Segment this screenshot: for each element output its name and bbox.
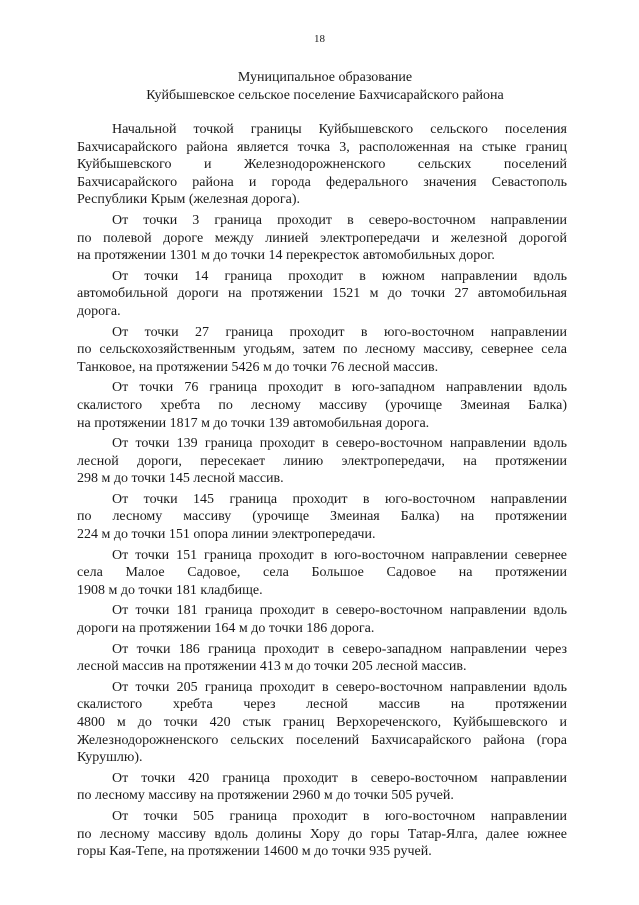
paragraph-line: Бахчисарайского района и города федерального значения Севастополь [77,174,567,190]
paragraph-line: 224 м до точки 151 опора линии электропередачи. [77,527,376,543]
paragraph-line: дороги на протяжении 164 м до точки 186 дорога. [77,621,375,637]
paragraph-line: Танковое, на протяжении 5426 м до точки 76 лесной массив. [77,359,439,375]
paragraph [77,435,567,488]
paragraph-line: 298 м до точки 145 лесной массив. [77,471,284,487]
paragraph-line: автомобильной дороги на протяжении 1521 м до точки 27 автомобильная [77,286,567,302]
paragraph-line: Бахчисарайского района является точка 3, расположенная на стыке границ [77,139,567,155]
paragraph-line: От точки 420 граница проходит в северо-восточном направлении [112,770,567,786]
paragraph-line: Куйбышевского и Железнодорожненского сельских поселений [77,157,567,173]
paragraph [77,324,567,377]
heading-line-2: Куйбышевское сельское поселение Бахчисарайского района [146,87,504,103]
paragraph-line: От точки 205 граница проходит в северо-восточном направлении вдоль [112,679,567,695]
paragraph-line: От точки 27 граница проходит в юго-восточном направлении [112,324,567,340]
paragraph-line: От точки 505 граница проходит в юго-восточном направлении [112,808,567,824]
paragraph-line: скалистого хребта по лесному массиву (урочище Змеиная Балка) [77,397,567,413]
paragraph-line: на протяжении 1301 м до точки 14 перекресток автомобильных дорог. [77,248,495,264]
paragraph-line: лесной дороги, пересекает линию электропередачи, на протяжении [77,453,567,469]
paragraph-line: От точки 3 граница проходит в северо-восточном направлении [112,212,567,228]
paragraph-line: горы Кая-Тепе, на протяжении 14600 м до точки 935 ручей. [77,844,432,860]
paragraph [77,679,567,767]
paragraph-line: на протяжении 1817 м до точки 139 автомобильная дорога. [77,415,430,431]
paragraph-line: От точки 76 граница проходит в юго-западном направлении вдоль [112,380,567,396]
paragraph-line: по лесному массиву на протяжении 2960 м до точки 505 ручей. [77,788,454,804]
paragraph [77,379,567,432]
paragraph-line: села Малое Садовое, села Большое Садовое на протяжении [77,565,567,581]
paragraph [77,121,567,209]
paragraph-line: Курушлю). [77,750,143,766]
paragraph-line: Республики Крым (железная дорога). [77,192,300,208]
paragraph-line: От точки 186 граница проходит в северо-западном направлении через [112,641,567,657]
paragraph [77,547,567,600]
document-heading [60,69,590,104]
paragraph [77,212,567,265]
paragraph [77,268,567,321]
paragraph-line: по сельскохозяйственным угодьям, затем по лесному массиву, севернее села [77,342,567,358]
page-number: 18 [314,33,325,45]
document-body [77,121,567,864]
paragraph-line: Начальной точкой границы Куйбышевского сельского поселения [112,122,567,137]
paragraph-line: лесной массив на протяжении 413 м до точки 205 лесной массив. [77,659,467,675]
paragraph-line: по полевой дороге между линией электропередачи и железной дорогой [77,230,567,246]
paragraph [77,491,567,544]
paragraph-line: От точки 151 граница проходит в юго-восточном направлении севернее [112,547,567,563]
paragraph [77,641,567,676]
paragraph-line: Железнодорожненского сельских поселений Бахчисарайского района (гора [77,732,567,748]
paragraph [77,770,567,805]
heading-line-1: Муниципальное образование [237,70,413,85]
paragraph [77,602,567,637]
paragraph-line: От точки 139 граница проходит в северо-восточном направлении вдоль [112,436,567,452]
paragraph-line: От точки 181 граница проходит в северо-восточном направлении вдоль [112,603,567,619]
paragraph-line: 4800 м до точки 420 стык границ Верхореченского, Куйбышевского и [77,715,567,730]
paragraph-line: скалистого хребта через лесной массив на протяжении [77,697,567,713]
paragraph-line: 1908 м до точки 181 кладбище. [77,582,263,598]
paragraph-line: по лесному массиву (урочище Змеиная Балка) на протяжении [77,509,567,525]
paragraph-line: по лесному массиву вдоль долины Хору до горы Татар-Ялга, далее южнее [77,826,567,842]
paragraph-line: От точки 145 граница проходит в юго-восточном направлении [112,491,567,507]
paragraph [77,808,567,861]
paragraph-line: От точки 14 граница проходит в южном направлении вдоль [112,268,567,284]
paragraph-line: дорога. [77,303,121,319]
